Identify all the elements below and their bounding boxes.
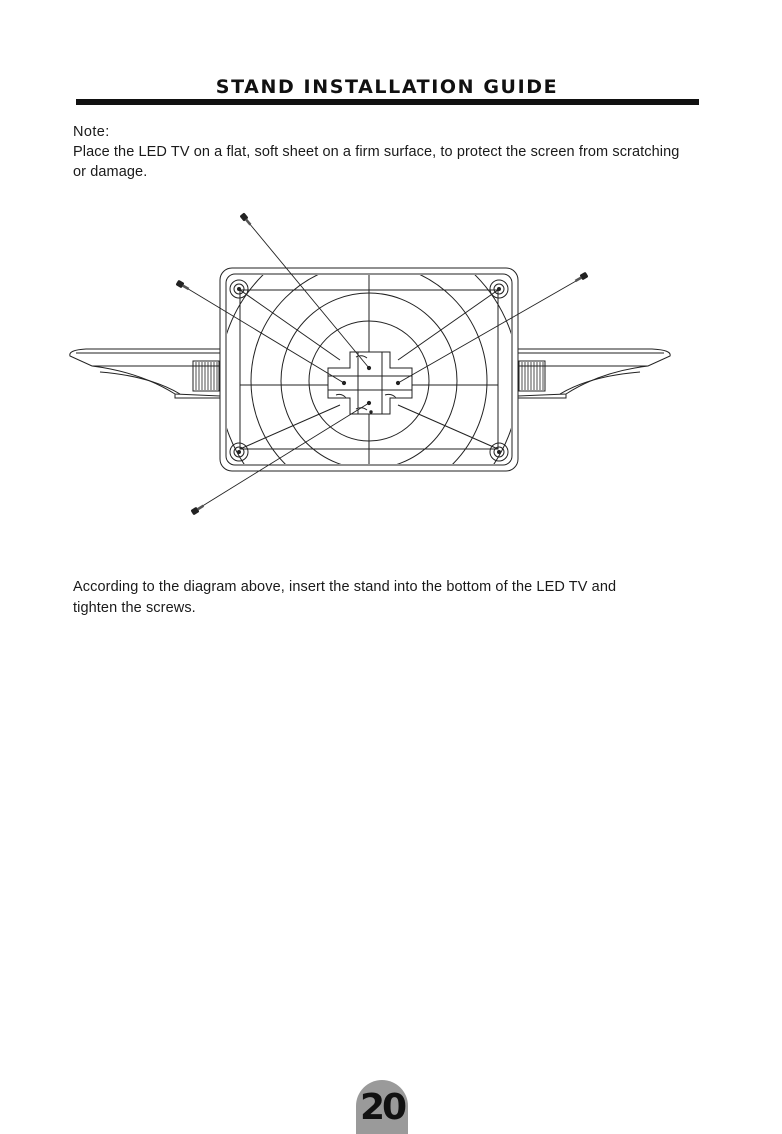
stand-installation-diagram (60, 205, 680, 525)
title-divider (76, 99, 699, 105)
note-text: Place the LED TV on a flat, soft sheet on a firm surface, to protect the screen from scratching or damage. (73, 144, 680, 180)
tv-right-wing (518, 349, 670, 398)
instruction-text: According to the diagram above, insert the stand into the bottom of the LED TV and tighten the screws. (73, 579, 617, 616)
stand-neck-mount (328, 352, 412, 414)
page-title: STAND INSTALLATION GUIDE (215, 76, 559, 98)
tv-left-wing (70, 349, 220, 398)
note-label: Note: (73, 124, 110, 140)
page-number: 20 (359, 1087, 405, 1128)
